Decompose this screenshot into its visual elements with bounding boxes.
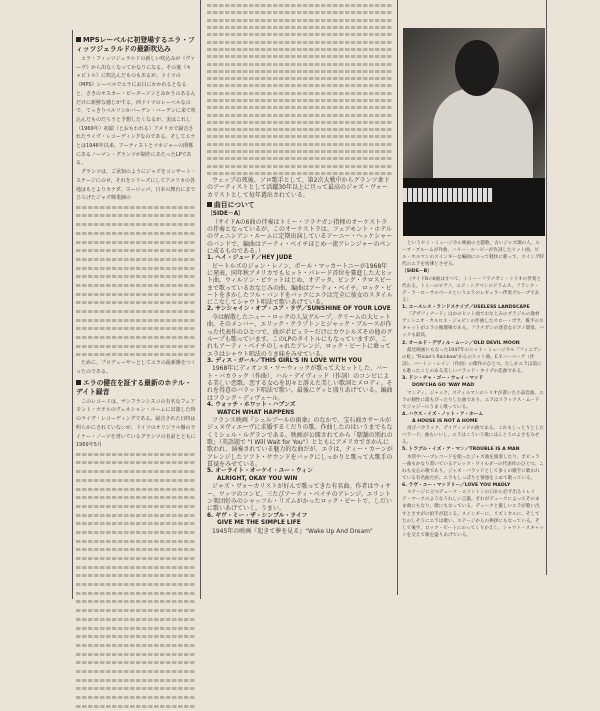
- song-subtitle: A HOUSE IS NOT A HOME: [412, 419, 478, 424]
- text-line: [76, 511, 196, 520]
- text-line: [76, 502, 196, 511]
- song-title: 5. オーライト・オーケイ・ユー・ウィン: [207, 468, 313, 475]
- song-title: 1. ユースレス・ランドスケイプ／USELESS LANDSCAPE: [402, 304, 530, 310]
- text-line: [76, 667, 196, 676]
- song-title: 3. ディス・ガール／THIS GIRL'S IN LOVE WITH YOU: [207, 357, 362, 364]
- song-item: [402, 411, 544, 447]
- middle-column: [207, 2, 393, 535]
- text-line: [76, 624, 196, 633]
- text-line: [76, 537, 196, 546]
- text-line: [76, 476, 196, 485]
- text-line: [207, 141, 393, 148]
- song-item: [402, 375, 544, 411]
- text-line: [207, 133, 393, 140]
- text-line: [207, 68, 393, 75]
- text-line: [207, 111, 393, 118]
- text-line: [76, 554, 196, 563]
- text-line: [207, 170, 393, 177]
- text-line: [76, 606, 196, 615]
- paragraph: というセミ・ミュージカル映画の主題歌。古いジャズ畑の人、ルーブ・ブルームが作曲、ハリー・ルービーが作詞したヒット曲。ビル・ホルマンのスインギーな編曲にのって軽快に歌って、スイング時代のエラを彷彿とさせる。: [402, 241, 544, 268]
- side-note: （サイドAの6曲の伴奏はトミー・フラナガン指揮のオーケストラの伴奏となっているが、このオーケストラは、フェアモント・ホテルのヴェニシアン・ルームに定期出演しているアーニー・ヘッケシャーのバンドで、編曲はアーティ・ベイチほじめ一流アレンジャーのペンに成るものである。）: [207, 218, 393, 255]
- song-item: [402, 304, 544, 340]
- text-line: [76, 615, 196, 624]
- song-title: 6. ラヴ・ユー・マッドリー／LOVE YOU MADLY: [402, 483, 511, 489]
- text-lines: [207, 2, 393, 177]
- song-title: 4. ハウス・イズ・ノット・ア・ホーム: [402, 411, 484, 417]
- side-label: 〔SIDE－A〕: [207, 211, 244, 218]
- text-line: [207, 38, 393, 45]
- song-subtitle: WATCH WHAT HAPPENS: [217, 409, 295, 416]
- text-line: [76, 212, 196, 221]
- column-divider-mid: [397, 0, 398, 595]
- text-line: [207, 82, 393, 89]
- song-title: 2. オールド・デヴィル・ムーン／OLD DEVIL MOON: [402, 340, 520, 346]
- paragraph: このレコードは、サンフランシスコの有名なフェアモント・ホテルのヴェネシャン・ルームに出演した時のライヴ・レコーディングである。録音された日時は明らかにされていないが、ドイツのオリジナル盤のライナー・ノーツを書いているグランツの名前とともに1969年5月: [76, 398, 196, 449]
- text-line: [207, 2, 393, 9]
- side-note: （サイドBの6曲はすべて、トミー・フラナガン・トリオの伴奏と代わる。トミーのピアノ、エド・シグペンのドラムス、フランク・デ・ラ・ローサのベースというエラのレギュラー伴奏グループである）: [402, 276, 542, 303]
- song-item: [207, 513, 393, 535]
- left-border-line: [72, 30, 73, 599]
- text-line: [76, 685, 196, 694]
- text-line: [76, 255, 196, 264]
- text-line: [76, 290, 196, 299]
- song-list: [207, 255, 393, 535]
- text-line: [207, 97, 393, 104]
- text-line: [76, 650, 196, 659]
- heading-text: MPSレーベルに初登場するエラ・フィッツジェラルドの最新吹込み: [76, 36, 195, 53]
- text-line: [76, 519, 196, 528]
- photo-head: [455, 40, 499, 96]
- heading-text: エラの健在を証する最新のホテル・デイト録音: [76, 378, 192, 396]
- song-subtitle: GIVE ME THE SIMPLE LIFE: [217, 520, 301, 527]
- song-item: [207, 402, 393, 468]
- text-line: [76, 281, 196, 290]
- paragraph: ウェッブの死後、ソロ歌手として、第2次大戦中からグランツ傘下のアーティストとして活躍30年以上に亘って最高のジャズ・ヴォーカリストとして毎年選出されている。: [207, 177, 390, 199]
- text-line: [76, 493, 196, 502]
- text-line: [207, 60, 393, 67]
- text-line: [76, 580, 196, 589]
- text-line: [76, 264, 196, 273]
- column-divider-left: [200, 0, 201, 599]
- song-title: 1. ヘイ・ジュード／HEY JUDE: [207, 255, 293, 262]
- song-description: ステージに立つデューク・エリントンの口から必ず出るトレイド・マークのようなうれしい言葉。それがデュークによってそのまま曲にもなり、歌にもなっている。デュークと親しいエラが歌い出すとさすがに拍手が起こる。スインギーに、リズミカルに、そしてたのしそうにエラは歌い、ステージからの挨拶にもなっている。そして後半、ロック・ビートにのってくりかえし、シャウト・スキャットを交えて歌を盛りあげている。: [402, 490, 544, 538]
- text-line: [76, 450, 196, 459]
- text-line: [76, 351, 196, 360]
- right-border-line: [546, 0, 547, 575]
- song-item: [207, 306, 393, 357]
- text-line: [76, 333, 196, 342]
- text-line: [76, 307, 196, 316]
- song-description: 最近映画にもなった1947年のヒット・ミュージカル『フィニアンの虹』"Finian's Rainbow"からのヒット曲。E.Y.ハーバーグ（作詞）、バートン・レイン（作曲）の傑作のひとつ。たしかエラは前にも歌ったことのある美しいバラッド・タイプの佳曲である。: [402, 347, 542, 375]
- text-line: [207, 17, 393, 24]
- song-description: 1968年にディオンヌ・ワーウィックが歌って大ヒットした、バート・バカラック（作曲）、ハル・デイヴィッド（作詞）のコンビによる美しい恋歌。恋する女心を切々と訴えた美しい歌詞とメロディ。それを得意のバラッド唱法で歌い、最後にグッと盛りあげている。編曲はフランク・ディヴェール。: [207, 365, 393, 402]
- section-heading: [207, 201, 393, 210]
- song-subtitle: ALRIGHT, OKAY YOU WIN: [217, 475, 298, 482]
- square-bullet-icon: [76, 37, 81, 42]
- song-subtitle: DON'CHA GO 'WAY MAD: [412, 383, 475, 389]
- text-line: [207, 148, 393, 155]
- song-title: 5. トラブル・イズ・ア・マン／TROUBLE IS A MAN: [402, 447, 520, 453]
- song-list: [402, 304, 544, 539]
- song-description: フランス映画『シェルブールの雨傘』のなかで、宝石商カサールがジュヌヴィエーヴに求婚するくだりの歌。作曲したのはいうまでもなくミシェル・ルグランである。映画が公開されてから「駅舗の別れの歌」（英語題で "I Will Wait for You"）とともにアメリカでさかんに歌われ、演奏されている魅力的な曲だが、エラは、ティー・カーンがアレンジしたソフト・サウンドをバックにしっかりと歌って大歌手の貫禄をみせている。: [207, 417, 393, 468]
- text-line: [76, 528, 196, 537]
- song-item: [402, 340, 544, 376]
- section-heading: [76, 36, 196, 54]
- text-line: [76, 220, 196, 229]
- text-line: [76, 203, 196, 212]
- text-line: [207, 24, 393, 31]
- text-line: [76, 572, 196, 581]
- artist-photo: [403, 28, 545, 236]
- text-line: [207, 9, 393, 16]
- song-item: [402, 482, 544, 539]
- text-line: [76, 229, 196, 238]
- text-line: [207, 155, 393, 162]
- text-line: [76, 702, 196, 711]
- text-line: [76, 641, 196, 650]
- text-line: [76, 632, 196, 641]
- square-bullet-icon: [207, 202, 212, 207]
- text-line: [207, 31, 393, 38]
- song-item: [207, 255, 393, 306]
- text-line: [76, 316, 196, 325]
- text-line: [76, 467, 196, 476]
- text-line: [76, 693, 196, 702]
- song-item: [402, 446, 544, 482]
- song-item: [207, 358, 393, 402]
- song-description: 再びバカラック、デイヴィッドの曲である。これもしっとりとしたバラード。曲もいいし、エラはこういう歌にほんとうのよさをみせる。: [402, 426, 544, 446]
- song-description: ジャズ・ヴォーカリストが好んで歌ってきた有名曲。作者はウィサー、ワッツのコンビ。三たびアーティ・ベイチのアレンジ。エリントン楽団好みのシャッフル・リズムがかったロック・ビートで、しだいに歌いあげていく。うまい。: [207, 483, 393, 513]
- side-label: 〔SIDE－B〕: [402, 269, 432, 275]
- text-line: [207, 104, 393, 111]
- photo-piano: [403, 178, 545, 236]
- text-line: [207, 46, 393, 53]
- text-line: [76, 299, 196, 308]
- song-item: [207, 468, 393, 512]
- text-line: [76, 272, 196, 281]
- square-bullet-icon: [76, 380, 81, 385]
- song-description: 1945年の映画『起きて夢を見る』"Wake Up And Dream": [212, 527, 373, 535]
- song-title: 4. ウォッチ・ホワット・ハプンズ: [207, 401, 296, 408]
- left-column: [76, 34, 196, 711]
- song-description: マンディ、ジャック、スティルマンのトリオが書いた小品佳曲。エラの個性に最もぴったりした曲であり、エラはリラックス・ムードでジャジーにうまく歌っている。: [402, 390, 544, 410]
- section-heading: [76, 379, 196, 397]
- paragraph: ために、プロデューサーとしてエラの最新盤をつくったのである。: [76, 360, 196, 376]
- paragraph: エラ・フィッツジェラルドの新しい吹込みが《ヴァーヴ》から出なくなってかなりになる。その後《キャピトル》に吹込んだものもあるが、ドイツの《MPS》レーベルでエラにお目にかかれるとなると、さきのオスカー・ピーターソンとみかうのあるんだけに新鮮な感じがする。西ドイツのレーベルなので、てっきりベルリンかバーデン・バーデンに来て吹込んだものだろうと予想したくなるが、実はこれし（1969年）初頭（とおもわれる）アメリカで録音されたライヴ・レコーディングなのである。そしてエラとは1946年以来、アーティストとマネジャーの関係にあるノーマン・グランツが制作にあたったLPである。: [76, 56, 196, 167]
- song-description: 今は解散したニュー・ロックの人気グループ、クリームの大ヒット曲。そのメンバー、エリック・クラプトンとジャック・ブルースが作った代表作のひとつで、曲がポピュラーだけにカウシルズその他のグループも歌っています。このLPのタイトルにもなっていますが、これもアーティ・ベイチのしゃれたアレンジ、ロック・ビートに乗ってエラはシャウト唱法のうま味をみせている。: [207, 314, 393, 358]
- text-lines: [76, 450, 196, 711]
- text-line: [76, 246, 196, 255]
- text-line: [207, 126, 393, 133]
- text-line: [76, 546, 196, 555]
- text-line: [207, 75, 393, 82]
- right-column: [402, 240, 544, 539]
- text-line: [76, 342, 196, 351]
- text-line: [76, 485, 196, 494]
- text-line: [76, 238, 196, 247]
- song-description: 木管やハープレコードを使ったジャズ曲を演奏したり、ポピュラー曲もかなり書いているアレック・ワイルダーの代表作のひとつ。これも女心の歌であり、ジャズ・バラッドとして多くの歌手に歌われている有名曲だが、エラもしっぽりと情感をこめて歌っている。: [402, 454, 544, 481]
- paragraph: グランツは、ご承知のようにジャズをコンサート・ステージにのせ、それをシリーズにしてアメリカの各地はもとよりカナダ、ヨーロッパ、日本の舞台にまでひろげたジャズ興業師の: [76, 169, 196, 202]
- text-line: [207, 90, 393, 97]
- text-line: [76, 658, 196, 667]
- text-line: [207, 53, 393, 60]
- text-line: [76, 676, 196, 685]
- text-line: [76, 325, 196, 334]
- text-line: [76, 563, 196, 572]
- song-title: 6. ギヴ・ミー・ザ・シンプル・ライフ: [207, 512, 308, 519]
- text-line: [207, 163, 393, 170]
- song-description: ビートルズのジョン・レノン、ポール・マッカートニーが1968年に発表、同年秋アメリカでもヒット・パレード首位を驀進した大ヒット曲。ウィルソン・ピケットはじめ、オデッタ、ビング・クロスビーまで歌っているおなじみの曲。編曲はアーティ・ベイチ。ロック・ビートをきかしたフル・バンドをバックにエラは完全に彼女のスタイルにこなしてシャウト唱法で歌いあげている。: [207, 262, 393, 307]
- text-line: [76, 589, 196, 598]
- heading-text: 曲目について: [214, 201, 255, 210]
- text-line: [207, 119, 393, 126]
- song-title: 3. ドン・チャ・ゴー・ウェイ・マッド: [402, 376, 484, 382]
- text-line: [76, 459, 196, 468]
- text-lines: [76, 203, 196, 359]
- song-description: 『デザフィナード』はかのヒット曲でおなじみのブラジルの逸材アントニオ・カルロス・ジョビンの作曲したスロー・ボサ。後半のスキャットがエラの独壇場である。フラナガンの達者なピアノ間奏、バックも最高。: [402, 312, 544, 339]
- photo-piano-keys: [403, 188, 493, 202]
- song-title: 2. サンシャイン・オブ・ユア・ラヴ／SUNSHINE OF YOUR LOVE: [207, 306, 391, 313]
